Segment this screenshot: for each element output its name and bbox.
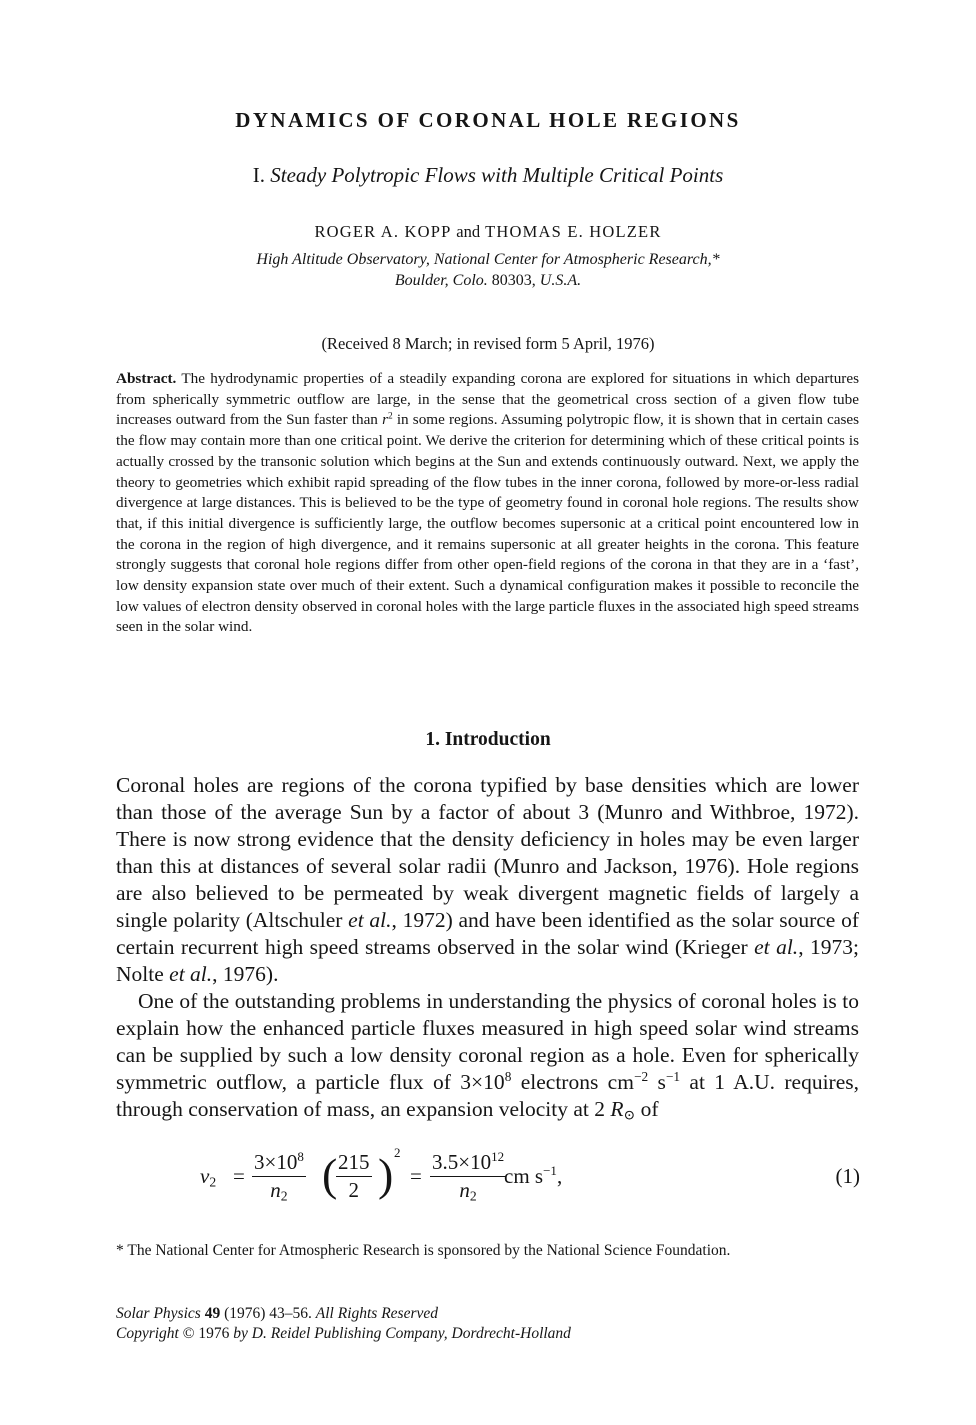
eq-frac1-numerator <box>252 1150 306 1177</box>
eq-frac3-den-n: n <box>459 1178 470 1202</box>
journal-volume: 49 <box>204 1305 221 1322</box>
p2-text-5: of <box>635 1097 659 1121</box>
equation-number: (1) <box>835 1164 860 1188</box>
sun-symbol: ⊙ <box>623 1108 636 1124</box>
affiliation-city: Boulder, Colo. <box>394 272 488 289</box>
eq-paren-exponent <box>394 1146 401 1171</box>
eq-paren-left: ( <box>322 1149 338 1200</box>
eq-frac3-num-exp: 12 <box>491 1149 505 1165</box>
affiliation <box>0 249 976 291</box>
section-heading-introduction: 1. Introduction <box>425 729 551 750</box>
eq-frac1-num-text: 3×10 <box>254 1150 298 1174</box>
eq-frac2-denominator: 2 <box>348 1178 359 1202</box>
p2-text-3: s <box>648 1070 666 1094</box>
affiliation-line-1: High Altitude Observatory, National Center for Atmospheric Research,* <box>256 251 720 268</box>
eq-v: v <box>200 1164 210 1188</box>
p1-etal-3: et al. <box>169 962 213 986</box>
abstract-text-2: in some regions. Assuming polytropic flow, it is shown that in certain cases the flow may contain more than one critical point. We derive the criterion for determining which of these critical points is actually crossed by the transonic solution which begins at the Sun and extends continuously outward. Next, we apply the theory to geometries which exhibit rapid spreading of the flow tubes in the inner corona, followed by more-or-less radial divergence at large distances. This is believed to be the type of geometry found in coronal hole regions. The results show that, if this initial divergence is sufficiently large, the outflow becomes supersonic at a critical point encountered low in the corona in the region of high divergence, and it remains supersonic at all greater heights in the corona. This feature strongly suggests that coronal hole regions differ from other open-field regions of the corona in that they are in a ‘fast’, low density expansion state over much of their extent. Such a dynamical configuration makes it possible to reconcile the low values of electron density observed in coronal holes with the large particle fluxes in the associated high speed streams seen in the solar wind. <box>116 411 860 636</box>
footnote: * The National Center for Atmospheric Research is sponsored by the National Science Foundation. <box>116 1242 731 1259</box>
eq-paren-exp: 2 <box>394 1145 401 1161</box>
p2-text-4: at 1 A.U. requires, through conservation of mass, an expansion velocity at 2 <box>116 1070 859 1121</box>
eq-frac1-den-n: n <box>270 1178 281 1202</box>
journal-name: Solar Physics <box>116 1305 201 1322</box>
copyright-label: Copyright <box>116 1325 179 1342</box>
eq-units-text: cm s <box>504 1164 544 1188</box>
eq-v-sub: 2 <box>209 1174 217 1190</box>
eq-fraction-3 <box>430 1150 506 1203</box>
p1-text-1: Coronal holes are regions of the corona typified by base densities which are lower than those of the average Sun by a factor of about 3 (Munro and Withbroe, 1972). There is now strong evidence that the density deficiency in holes may be even larger than this at distances of several solar radii (Munro and Jackson, 1976). Hole regions are also believed to be permeated by weak divergent magnetic fields of largely a single polarity (Altschuler <box>116 773 859 932</box>
eq-equals-2: = <box>410 1164 422 1188</box>
copyright-publisher: by D. Reidel Publishing Company, Dordrecht-Holland <box>233 1325 571 1342</box>
eq-frac3-denominator <box>430 1177 506 1203</box>
eq-frac3-den-sub: 2 <box>469 1188 477 1204</box>
abstract-r-exponent: 2 <box>387 411 393 422</box>
eq-units <box>504 1164 562 1189</box>
journal-info <box>116 1304 571 1344</box>
received-date: (Received 8 March; in revised form 5 April, 1976) <box>321 334 655 353</box>
abstract <box>116 369 859 638</box>
journal-rights: All Rights Reserved <box>315 1305 439 1322</box>
copyright-symbol: © <box>182 1325 195 1342</box>
authors <box>0 222 976 242</box>
abstract-label: Abstract. <box>116 370 177 387</box>
p1-etal-1: et al. <box>348 908 392 932</box>
affiliation-country: U.S.A. <box>539 272 582 289</box>
eq-comma: , <box>556 1164 563 1188</box>
intro-paragraph-1 <box>116 772 859 988</box>
p2-text-2: electrons cm <box>511 1070 634 1094</box>
p2-r-sun: R <box>610 1097 624 1121</box>
eq-frac1-num-exp: 8 <box>297 1149 304 1165</box>
journal-year-pages: (1976) 43–56. <box>224 1305 312 1322</box>
copyright-year: 1976 <box>198 1325 230 1342</box>
p2-exp-minus-1: −1 <box>665 1069 681 1085</box>
p2-text-1: One of the outstanding problems in understanding the physics of coronal holes is to explain how the enhanced particle fluxes measured in high speed solar wind streams can be supplied by such a low density coronal region as a hole. Even for spherically symmetric outflow, a particle flux of 3×10 <box>116 989 859 1094</box>
p1-text-4: , 1976). <box>212 962 279 986</box>
authors-and: and <box>456 222 481 241</box>
eq-fraction-1 <box>252 1150 306 1203</box>
intro-paragraph-2 <box>116 988 859 1123</box>
paper-subtitle <box>0 163 976 188</box>
subtitle-text: Steady Polytropic Flows with Multiple Critical Points <box>270 163 724 187</box>
eq-units-exp: −1 <box>543 1163 557 1179</box>
eq-fraction-2 <box>336 1150 372 1203</box>
equation-1 <box>200 1146 860 1216</box>
affiliation-zip: 80303, <box>491 272 536 289</box>
eq-frac1-denominator <box>252 1177 306 1203</box>
eq-frac3-numerator <box>430 1150 506 1177</box>
eq-equals-1: = <box>233 1164 245 1188</box>
series-number: I. <box>252 163 265 187</box>
p1-etal-2: et al. <box>754 935 799 959</box>
p1-text-2: , 1972) and have been identified as the solar source of certain recurrent high speed streams observed in the solar wind (Krieger <box>116 908 859 959</box>
author-1: ROGER A. KOPP <box>314 222 451 241</box>
p1-text-3: , 1973; Nolte <box>116 935 859 986</box>
eq-frac2-numerator: 215 <box>336 1150 372 1177</box>
eq-frac3-num-text: 3.5×10 <box>432 1150 492 1174</box>
eq-paren-right: ) <box>378 1149 394 1200</box>
eq-frac1-den-sub: 2 <box>280 1188 288 1204</box>
p2-exp-minus-2: −2 <box>633 1069 649 1085</box>
paper-title: DYNAMICS OF CORONAL HOLE REGIONS <box>235 108 741 132</box>
abstract-text-1: The hydrodynamic properties of a steadily expanding corona are explored for situations in which departures from spherically symmetric outflow are large, in the sense that the geometrical cross section of a given flow tube increases outward from the Sun faster than <box>116 370 859 429</box>
abstract-r: r <box>382 411 388 429</box>
eq-lhs <box>200 1164 216 1189</box>
p2-exp-8: 8 <box>504 1069 512 1085</box>
author-2: THOMAS E. HOLZER <box>485 222 662 241</box>
